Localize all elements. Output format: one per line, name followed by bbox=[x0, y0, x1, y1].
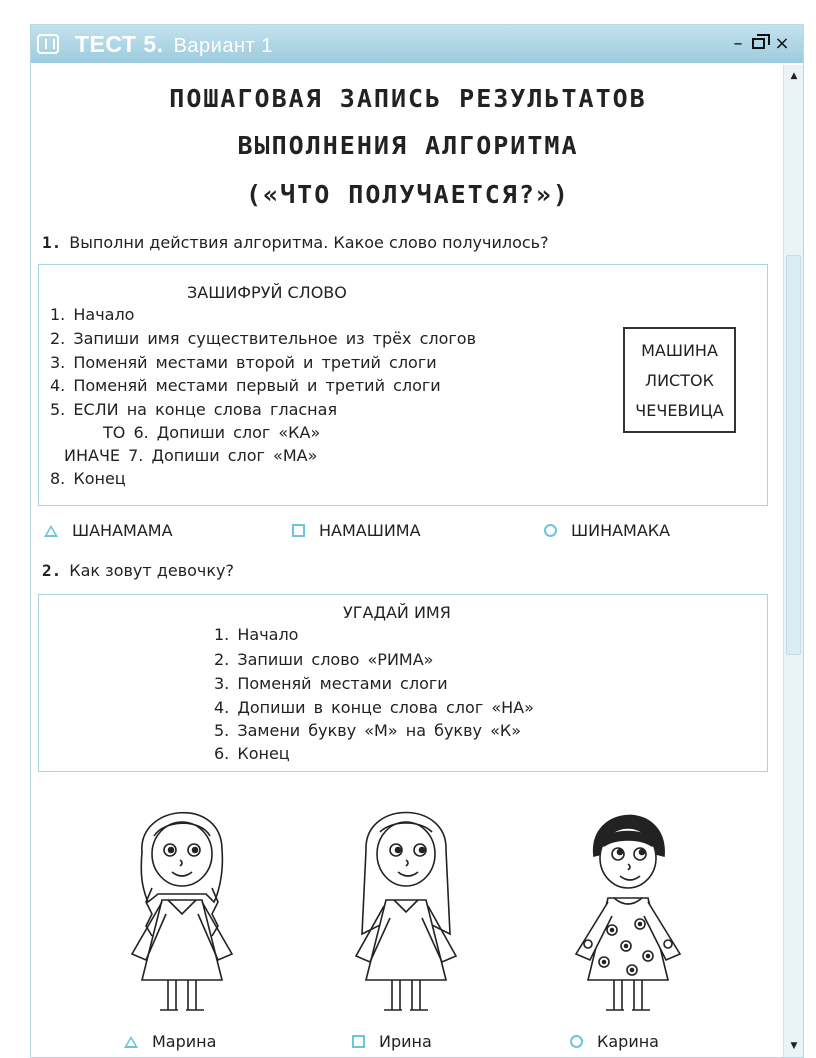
task1-answer-option[interactable] bbox=[292, 521, 421, 540]
task2-answer-option[interactable] bbox=[124, 1032, 216, 1051]
word-list-box bbox=[623, 327, 736, 433]
scroll-down-icon[interactable]: ▼ bbox=[790, 1041, 798, 1051]
answer-label: ШИНАМАКА bbox=[571, 521, 671, 540]
scroll-up-icon[interactable]: ▲ bbox=[790, 71, 798, 81]
task1-step: 8. Конец bbox=[50, 469, 126, 488]
answer-label: Марина bbox=[152, 1032, 217, 1051]
task2-step: 1. Начало bbox=[214, 625, 299, 644]
task2-step: 4. Допиши в конце слова слог «НА» bbox=[214, 698, 534, 717]
restore-icon bbox=[752, 38, 765, 49]
task1-number: 1. bbox=[42, 233, 62, 252]
task1-step: 4. Поменяй местами первый и третий слоги bbox=[50, 376, 441, 395]
restore-button[interactable] bbox=[749, 33, 767, 53]
task2-step: 3. Поменяй местами слоги bbox=[214, 674, 448, 693]
pause-badge-icon bbox=[37, 34, 59, 54]
task1-box-title: ЗАШИФРУЙ СЛОВО bbox=[187, 283, 347, 302]
task2-question bbox=[42, 561, 234, 580]
test-variant: Вариант 1 bbox=[173, 35, 273, 57]
task1-answer-option[interactable] bbox=[44, 521, 173, 540]
word-list-item: ЛИСТОК bbox=[645, 371, 714, 390]
close-button[interactable] bbox=[773, 33, 791, 53]
square-option-icon bbox=[352, 1035, 365, 1048]
scroll-thumb[interactable] bbox=[786, 255, 801, 655]
girl-karina-illustration bbox=[548, 784, 708, 1024]
page-heading-line-2: ВЫПОЛНЕНИЯ АЛГОРИТМА bbox=[237, 131, 579, 160]
square-option-icon bbox=[292, 524, 305, 537]
task2-answer-option[interactable] bbox=[352, 1032, 432, 1051]
task2-question-text: Как зовут девочку? bbox=[69, 561, 234, 580]
window-title bbox=[75, 31, 273, 58]
page-heading-line-1: ПОШАГОВАЯ ЗАПИСЬ РЕЗУЛЬТАТОВ bbox=[169, 84, 647, 113]
answer-label: НАМАШИМА bbox=[319, 521, 421, 540]
task1-step: ИНАЧЕ 7. Допиши слог «МА» bbox=[64, 446, 318, 465]
girl-irina-illustration bbox=[326, 784, 486, 1024]
answer-label: Ирина bbox=[379, 1032, 432, 1051]
answer-label: Карина bbox=[597, 1032, 659, 1051]
triangle-option-icon bbox=[44, 525, 58, 537]
title-bar bbox=[31, 25, 803, 63]
task1-step: 3. Поменяй местами второй и третий слоги bbox=[50, 353, 437, 372]
answer-label: ШАНАМАМА bbox=[72, 521, 173, 540]
task2-step: 5. Замени букву «М» на букву «К» bbox=[214, 721, 521, 740]
page-heading-line-3: («ЧТО ПОЛУЧАЕТСЯ?») bbox=[246, 180, 570, 209]
task1-question-text: Выполни действия алгоритма. Какое слово получилось? bbox=[69, 233, 549, 252]
task1-step: ТО 6. Допиши слог «КА» bbox=[103, 423, 321, 442]
task2-box-title: УГАДАЙ ИМЯ bbox=[343, 603, 451, 622]
task2-answer-option[interactable] bbox=[570, 1032, 659, 1051]
close-icon: × bbox=[774, 32, 790, 54]
triangle-option-icon bbox=[124, 1036, 138, 1048]
task2-step: 6. Конец bbox=[214, 744, 290, 763]
test-title: ТЕСТ 5. bbox=[75, 31, 164, 57]
girl-marina-illustration bbox=[102, 784, 262, 1024]
task1-step: 5. ЕСЛИ на конце слова гласная bbox=[50, 400, 338, 419]
task1-answer-option[interactable] bbox=[544, 521, 670, 540]
task1-step: 2. Запиши имя существительное из трёх слогов bbox=[50, 329, 477, 348]
vertical-scrollbar[interactable] bbox=[783, 65, 803, 1057]
word-list-item: ЧЕЧЕВИЦА bbox=[635, 401, 724, 420]
task1-question bbox=[42, 233, 549, 252]
task2-number: 2. bbox=[42, 561, 62, 580]
word-list-item: МАШИНА bbox=[641, 341, 718, 360]
task2-step: 2. Запиши слово «РИМА» bbox=[214, 650, 434, 669]
minimize-icon: – bbox=[733, 32, 743, 54]
circle-option-icon bbox=[544, 524, 557, 537]
minimize-button[interactable] bbox=[729, 33, 747, 53]
circle-option-icon bbox=[570, 1035, 583, 1048]
task1-step: 1. Начало bbox=[50, 305, 135, 324]
